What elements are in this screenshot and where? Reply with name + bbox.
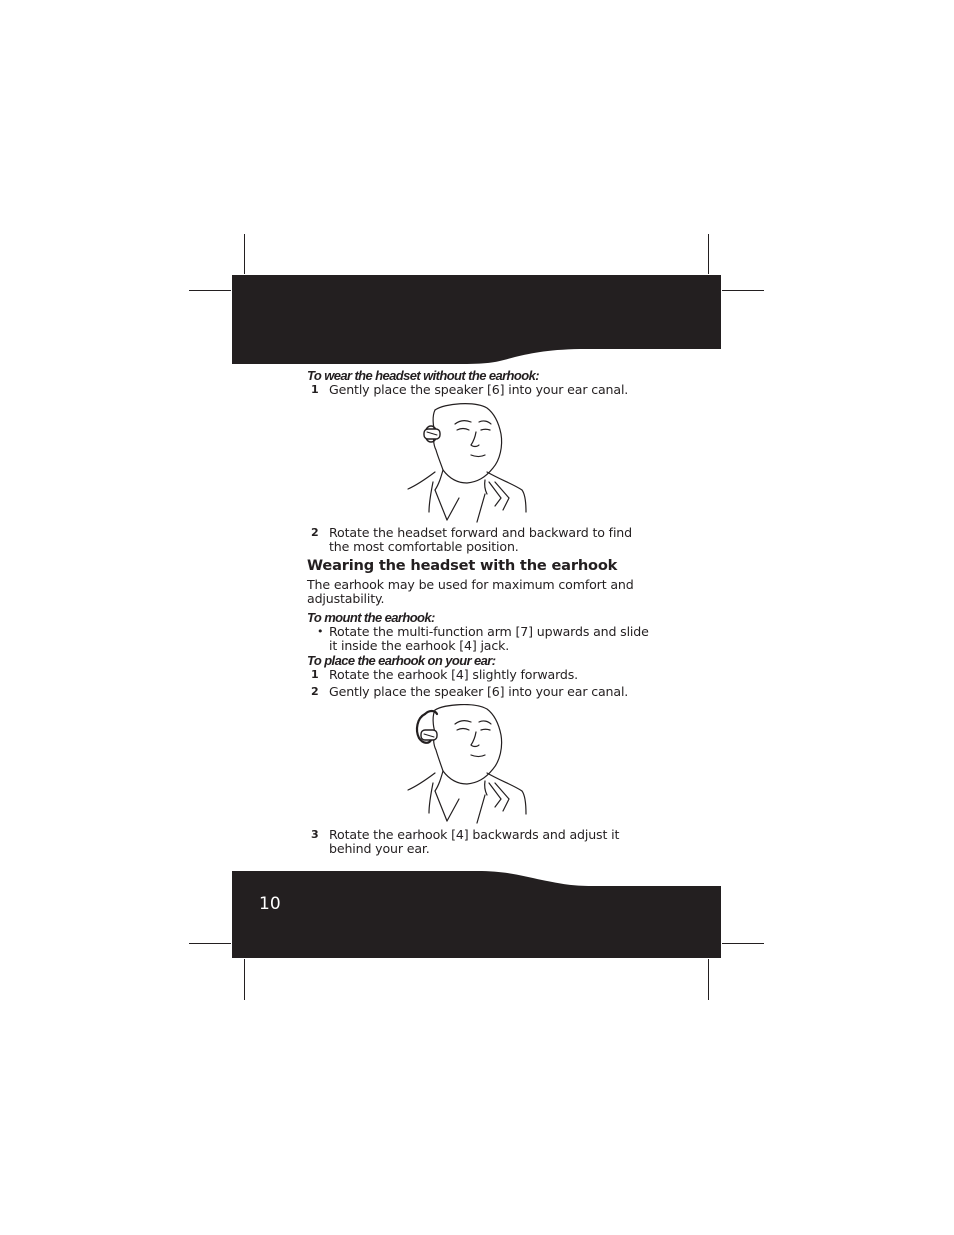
crop-mark	[708, 234, 709, 274]
crop-mark	[722, 290, 764, 291]
step-text: Rotate the headset forward and backward to find the most comfortable position.	[329, 525, 632, 554]
earhook-illustration	[405, 704, 530, 826]
step-text: Rotate the earhook [4] backwards and adjust it behind your ear.	[329, 827, 620, 856]
bullet-text: Rotate the multi-function arm [7] upwards and slide it inside the earhook [4] jack.	[329, 624, 649, 653]
crop-mark	[708, 959, 709, 1000]
lead-mount-earhook: To mount the earhook:	[307, 610, 435, 625]
list-item	[307, 526, 652, 554]
page-number: 10	[259, 894, 281, 914]
crop-mark	[244, 959, 245, 1000]
crop-mark	[189, 943, 231, 944]
step-text: Rotate the earhook [4] slightly forwards.	[329, 667, 578, 682]
lead-place-earhook: To place the earhook on your ear:	[307, 653, 496, 668]
list-item	[307, 685, 652, 699]
step-number: 3	[311, 828, 319, 841]
crop-mark	[244, 234, 245, 274]
crop-mark	[189, 290, 231, 291]
list-item	[307, 828, 652, 856]
step-text: Gently place the speaker [6] into your ear canal.	[329, 382, 629, 397]
step-number: 2	[311, 526, 319, 539]
step-number: 1	[311, 668, 319, 681]
headset-illustration	[405, 402, 530, 524]
list-item	[307, 668, 652, 682]
step-number: 1	[311, 383, 319, 396]
intro-paragraph: The earhook may be used for maximum comfort and adjustability.	[307, 577, 634, 606]
lead-without-earhook: To wear the headset without the earhook:	[307, 368, 539, 383]
crop-mark	[722, 943, 764, 944]
header-band	[232, 275, 721, 366]
step-text: Gently place the speaker [6] into your ear canal.	[329, 684, 629, 699]
list-item	[307, 383, 652, 397]
bullet-marker: •	[317, 625, 324, 638]
step-number: 2	[311, 685, 319, 698]
section-heading: Wearing the headset with the earhook	[307, 557, 618, 574]
list-item	[307, 625, 652, 653]
footer-band	[232, 870, 721, 959]
